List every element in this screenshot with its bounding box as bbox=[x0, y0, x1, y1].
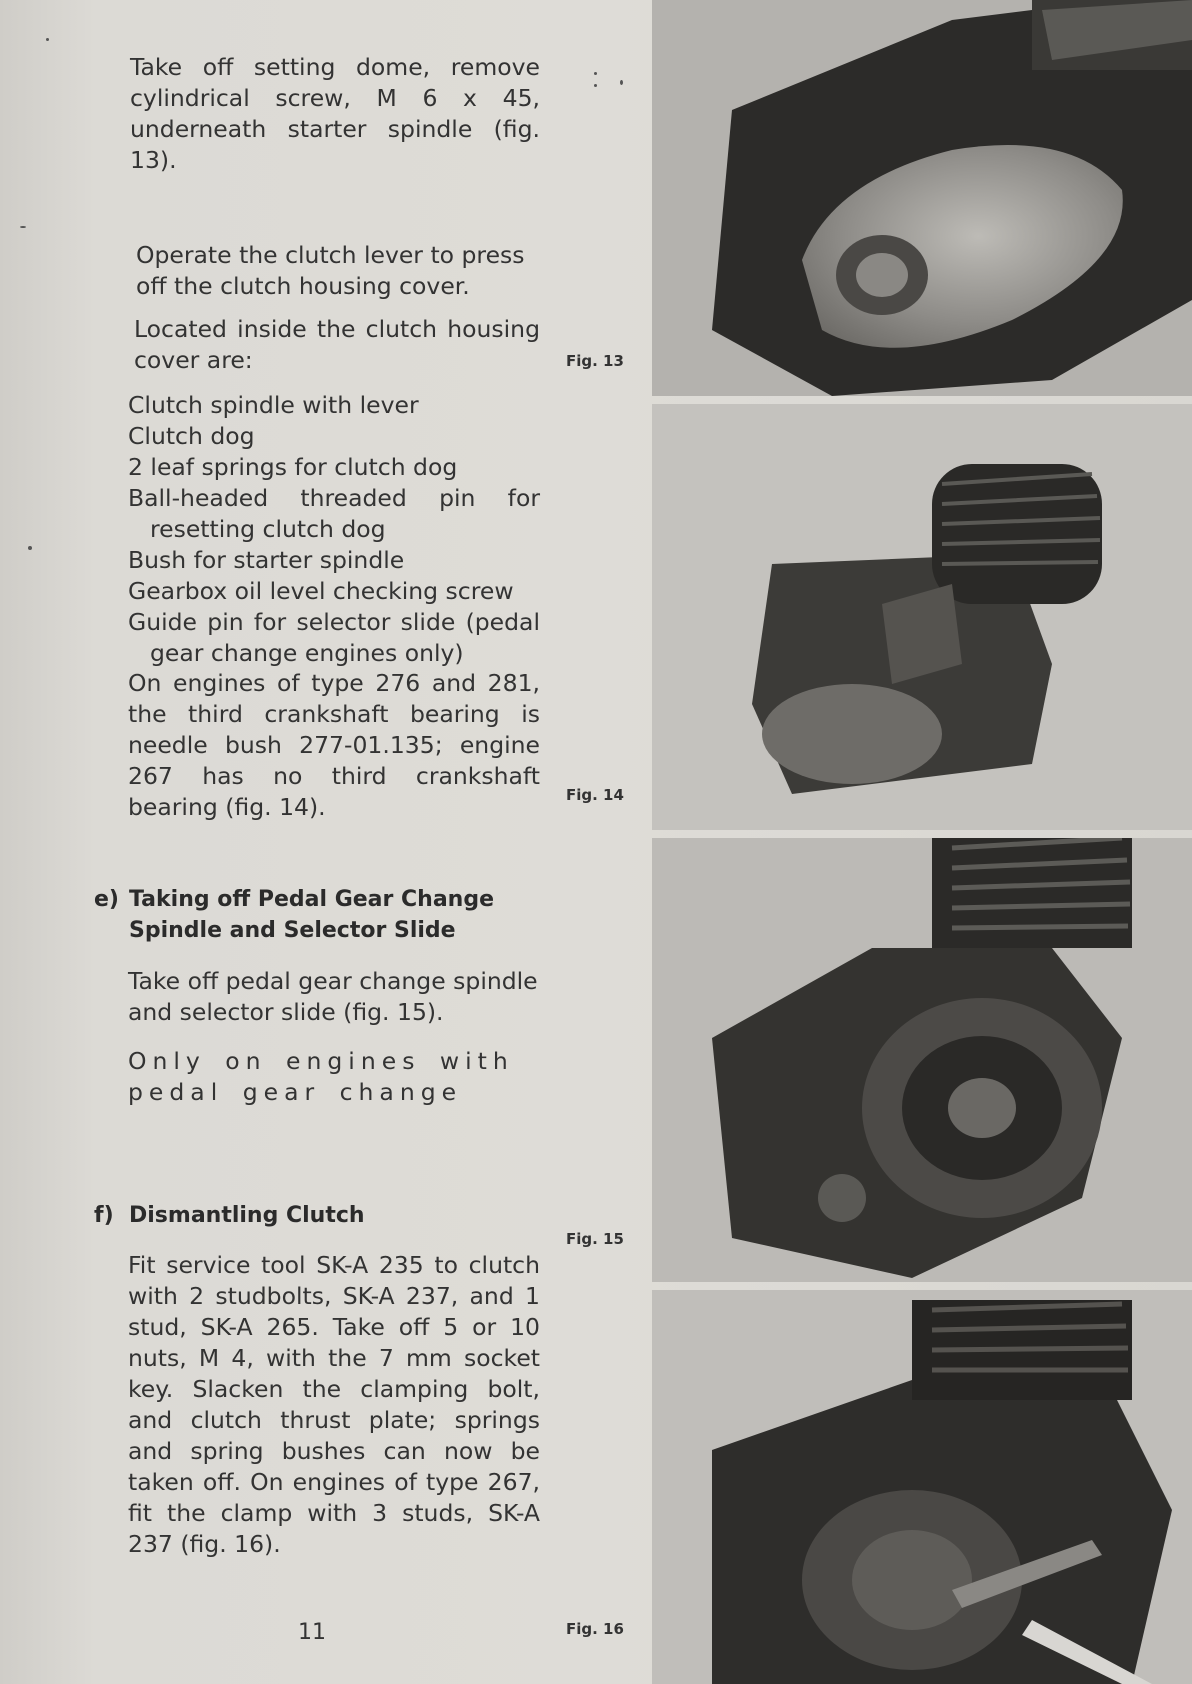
list-item: Clutch spindle with lever bbox=[128, 391, 419, 419]
figure-label: Fig. 16 bbox=[566, 1620, 624, 1638]
figure-label: Fig. 14 bbox=[566, 786, 624, 804]
speck bbox=[594, 84, 597, 87]
paragraph-cover-contents: Located inside the clutch housing cover are: bbox=[134, 315, 540, 374]
section-f-heading bbox=[94, 1200, 534, 1232]
list-item: Guide pin for selector slide (pedal gear change engines only) bbox=[128, 608, 540, 667]
paragraph-dismantling-clutch: Fit service tool SK-A 235 to clutch with 2 studbolts, SK-A 237, and 1 stud, SK-A 265. Take off 5 or 10 nuts, M 4, with the 7 mm socket key. Slacken the clamping bolt, and clutch thrust plate; springs and spring bushes can now be taken off. On engines of type 267, fit the clamp with 3 studs, SK-A 237 (fig. 16). bbox=[128, 1251, 540, 1558]
speck bbox=[46, 38, 49, 41]
engine-photo-clutch bbox=[652, 838, 1192, 1282]
paragraph-crankshaft-bearing: On engines of type 276 and 281, the third crankshaft bearing is needle bush 277-01.135; engine 267 has no third crankshaft bearing (fig. 14). bbox=[128, 669, 540, 821]
section-e-heading bbox=[94, 884, 534, 948]
speck bbox=[620, 80, 623, 85]
speck bbox=[28, 546, 32, 550]
speck bbox=[594, 72, 597, 75]
engine-photo-clutch-cover bbox=[652, 0, 1192, 396]
page-number: 11 bbox=[298, 1620, 326, 1645]
list-item: Bush for starter spindle bbox=[128, 546, 405, 574]
paragraph-clutch-lever: Operate the clutch lever to press off the clutch housing cover. bbox=[136, 241, 525, 300]
section-letter: f) bbox=[94, 1203, 114, 1228]
engine-photo-crankcase bbox=[652, 404, 1192, 830]
engine-photo-clutch-tool bbox=[652, 1290, 1192, 1684]
note-pedal-gear: Only on engines with pedal gear change bbox=[128, 1047, 514, 1106]
list-item: Gearbox oil level checking screw bbox=[128, 577, 514, 605]
list-item: Ball-headed threaded pin for resetting clutch dog bbox=[128, 484, 540, 543]
paragraph-remove-screw: Take off setting dome, remove cylindrical screw, M 6 x 45, underneath starter spindle (fig. 13). bbox=[130, 53, 540, 174]
section-title: Dismantling Clutch bbox=[129, 1203, 365, 1228]
section-title: Taking off Pedal Gear Change Spindle and Selector Slide bbox=[129, 887, 495, 943]
list-item: 2 leaf springs for clutch dog bbox=[128, 453, 458, 481]
figure-label: Fig. 13 bbox=[566, 352, 624, 370]
cover-items-list bbox=[128, 390, 540, 669]
paragraph-pedal-spindle: Take off pedal gear change spindle and selector slide (fig. 15). bbox=[128, 967, 538, 1026]
list-item: Clutch dog bbox=[128, 422, 255, 450]
figure-label: Fig. 15 bbox=[566, 1230, 624, 1248]
speck bbox=[20, 226, 26, 228]
section-letter: e) bbox=[94, 887, 119, 912]
